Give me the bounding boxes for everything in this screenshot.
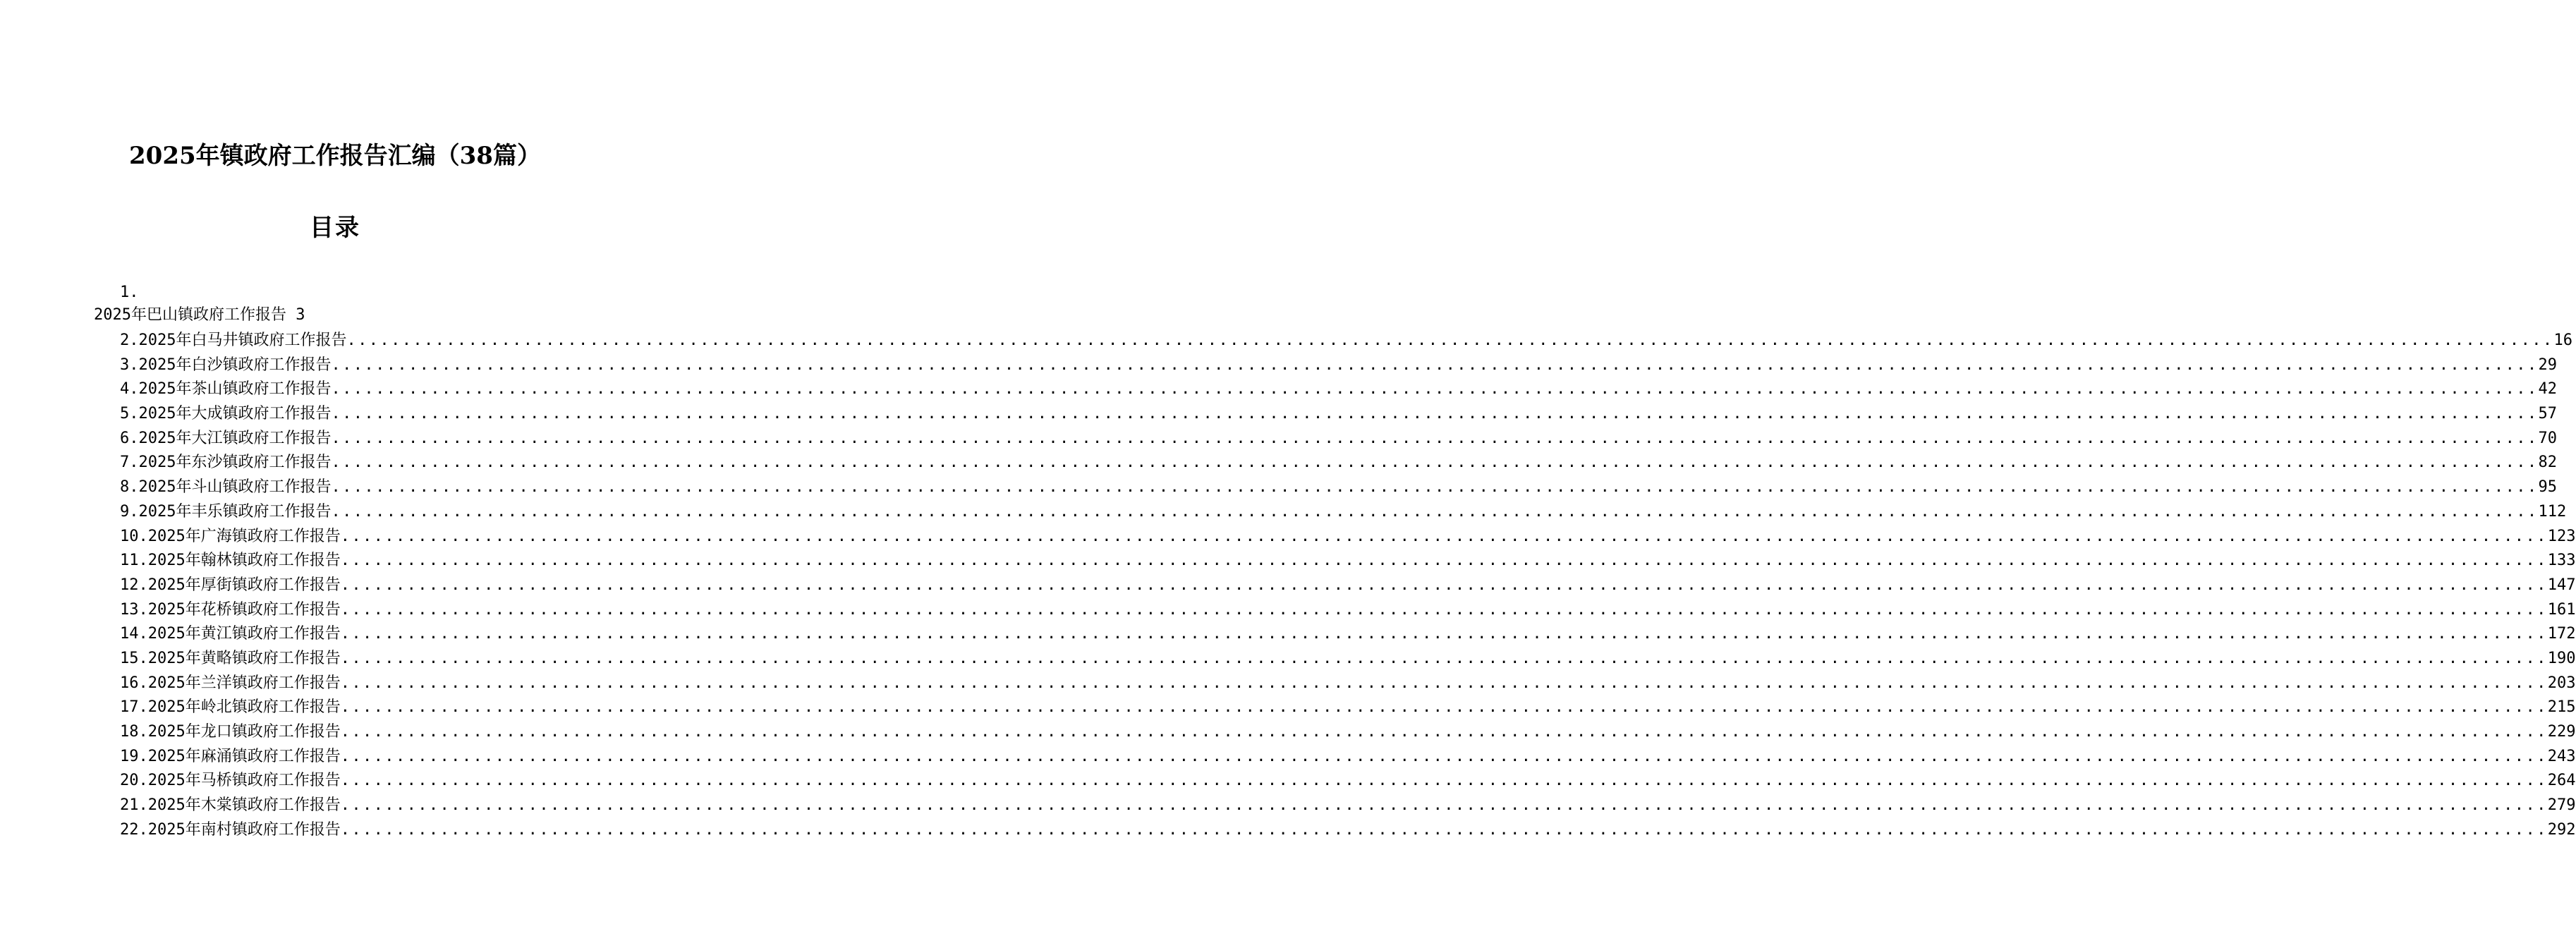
toc-dot-leader: ........................................................................................................................................................................................................: [331, 405, 2539, 423]
toc-entry-label: 16.2025年兰洋镇政府工作报告: [120, 674, 341, 692]
toc-entry-page-number: 264: [2547, 772, 2576, 790]
toc-entry-label: 4.2025年茶山镇政府工作报告: [120, 380, 332, 399]
toc-dot-leader: ........................................................................................................................................................................................................: [340, 772, 2548, 790]
toc-entry-label: 2.2025年白马井镇政府工作报告: [120, 332, 347, 349]
toc-entry-page-number: 190: [2547, 649, 2576, 667]
toc-entry[interactable]: [120, 353, 2558, 378]
toc-entry-page-number: 16: [2553, 332, 2573, 349]
toc-dot-leader: ........................................................................................................................................................................................................: [340, 527, 2548, 545]
toc-entry-page-number: 29: [2538, 356, 2558, 374]
toc-entry-page-number: 203: [2547, 674, 2576, 692]
toc-entry-label: 19.2025年麻涌镇政府工作报告: [120, 747, 341, 765]
toc-entry[interactable]: [120, 695, 2576, 720]
toc-entry-1-number[interactable]: 1.: [120, 284, 139, 301]
toc-dot-leader: ........................................................................................................................................................................................................: [340, 674, 2548, 692]
toc-dot-leader: ........................................................................................................................................................................................................: [340, 600, 2548, 619]
toc-entry-page-number: 133: [2547, 552, 2576, 570]
toc-entry[interactable]: [120, 573, 2576, 598]
toc-entry-page-number: 172: [2547, 625, 2576, 643]
toc-entry-page-number: 279: [2547, 796, 2576, 815]
toc-entry[interactable]: [120, 427, 2558, 451]
toc-entry[interactable]: [120, 745, 2576, 770]
toc-entry[interactable]: [120, 672, 2576, 696]
toc-entry-label: 13.2025年花桥镇政府工作报告: [120, 600, 341, 619]
toc-entry[interactable]: [120, 598, 2576, 623]
toc-entry-page-number: 229: [2547, 723, 2576, 741]
toc-entry-label: 15.2025年黄略镇政府工作报告: [120, 649, 341, 667]
toc-entry[interactable]: [120, 329, 2573, 353]
toc-entry-page-number: 147: [2547, 576, 2576, 594]
toc-entry[interactable]: [120, 451, 2558, 475]
toc-entry-label: 21.2025年木棠镇政府工作报告: [120, 796, 341, 815]
toc-entry-label: 5.2025年大成镇政府工作报告: [120, 405, 332, 423]
toc-dot-leader: ........................................................................................................................................................................................................: [331, 454, 2539, 472]
toc-entry-label: 8.2025年斗山镇政府工作报告: [120, 478, 332, 497]
toc-entry[interactable]: [120, 500, 2567, 525]
toc-dot-leader: ........................................................................................................................................................................................................: [331, 356, 2539, 374]
toc-entry[interactable]: [120, 720, 2576, 745]
toc-dot-leader: ........................................................................................................................................................................................................: [340, 649, 2548, 667]
toc-entry[interactable]: [120, 377, 2558, 402]
toc-entry-label: 17.2025年岭北镇政府工作报告: [120, 698, 341, 717]
toc-entry[interactable]: [120, 525, 2576, 549]
toc-entry[interactable]: [120, 549, 2576, 573]
toc-entry-page-number: 215: [2547, 698, 2576, 717]
toc-entry-1-text[interactable]: 2025年巴山镇政府工作报告 3: [94, 306, 305, 324]
toc-heading: 目录: [310, 214, 360, 242]
toc-entry-page-number: 82: [2538, 454, 2558, 472]
toc-entry-page-number: 292: [2547, 820, 2576, 839]
toc-entry-label: 11.2025年翰林镇政府工作报告: [120, 552, 341, 570]
document-title: 2025年镇政府工作报告汇编（38篇）: [129, 142, 541, 170]
toc-entry-label: 14.2025年黄江镇政府工作报告: [120, 625, 341, 643]
toc-dot-leader: ........................................................................................................................................................................................................: [331, 380, 2539, 399]
toc-dot-leader: ........................................................................................................................................................................................................: [340, 796, 2548, 815]
toc-entry-label: 9.2025年丰乐镇政府工作报告: [120, 502, 332, 521]
toc-dot-leader: ........................................................................................................................................................................................................: [340, 552, 2548, 570]
toc-dot-leader: ........................................................................................................................................................................................................: [340, 625, 2548, 643]
toc-dot-leader: ........................................................................................................................................................................................................: [340, 747, 2548, 765]
toc-dot-leader: ........................................................................................................................................................................................................: [340, 576, 2548, 594]
toc-entry[interactable]: [120, 475, 2558, 500]
toc-entry-page-number: 42: [2538, 380, 2558, 399]
toc-entry-page-number: 112: [2538, 502, 2567, 521]
toc-entry[interactable]: [120, 402, 2558, 427]
toc-entry-page-number: 95: [2538, 478, 2558, 497]
toc-dot-leader: ........................................................................................................................................................................................................: [331, 502, 2539, 521]
toc-entry-label: 18.2025年龙口镇政府工作报告: [120, 723, 341, 741]
toc-entry-label: 10.2025年广海镇政府工作报告: [120, 527, 341, 545]
toc-entry[interactable]: [120, 622, 2576, 647]
toc-dot-leader: ........................................................................................................................................................................................................: [340, 698, 2548, 717]
toc-entry[interactable]: [120, 794, 2576, 818]
toc-entry-page-number: 243: [2547, 747, 2576, 765]
toc-entry-label: 12.2025年厚街镇政府工作报告: [120, 576, 341, 594]
toc-dot-leader: ........................................................................................................................................................................................................: [346, 332, 2554, 349]
toc-entry-label: 6.2025年大江镇政府工作报告: [120, 429, 332, 447]
toc-entries: [120, 329, 2576, 842]
toc-entry-page-number: 161: [2547, 600, 2576, 619]
toc-entry-label: 20.2025年马桥镇政府工作报告: [120, 772, 341, 790]
toc-entry-page-number: 70: [2538, 429, 2558, 447]
toc-entry[interactable]: [120, 769, 2576, 794]
toc-dot-leader: ........................................................................................................................................................................................................: [331, 429, 2539, 447]
toc-entry-label: 7.2025年东沙镇政府工作报告: [120, 454, 332, 472]
toc-entry-page-number: 57: [2538, 405, 2558, 423]
toc-dot-leader: ........................................................................................................................................................................................................: [331, 478, 2539, 497]
toc-entry-label: 22.2025年南村镇政府工作报告: [120, 820, 341, 839]
toc-dot-leader: ........................................................................................................................................................................................................: [340, 723, 2548, 741]
toc-entry-page-number: 123: [2547, 527, 2576, 545]
toc-dot-leader: ........................................................................................................................................................................................................: [340, 820, 2548, 839]
toc-entry[interactable]: [120, 647, 2576, 672]
toc-entry[interactable]: [120, 818, 2576, 843]
toc-entry-label: 3.2025年白沙镇政府工作报告: [120, 356, 332, 374]
